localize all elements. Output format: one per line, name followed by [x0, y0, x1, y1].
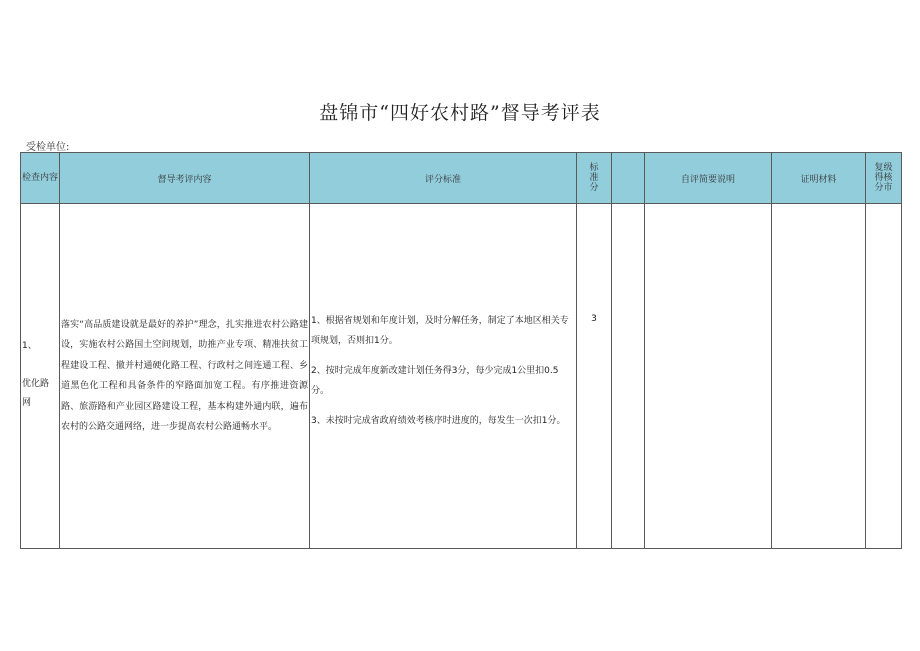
header-check-item-label: 检查内容: [22, 173, 59, 183]
row-criteria-cell: [310, 204, 577, 549]
evaluation-table: [20, 152, 902, 549]
header-standard-score-label: 标准分: [589, 163, 599, 193]
row-number: 1、: [22, 341, 37, 351]
header-evidence: [772, 153, 866, 204]
table-header-row: [21, 153, 902, 204]
header-check-item: [21, 153, 60, 204]
header-content-label: 督导考评内容: [157, 174, 212, 185]
header-evidence-label: 证明材料: [800, 174, 837, 185]
header-review-score-label: 复级得核分市: [874, 163, 893, 193]
header-self-eval: [645, 153, 772, 204]
inspected-unit-label: 受检单位:: [26, 142, 70, 153]
table-row: [21, 204, 902, 549]
header-content: [60, 153, 310, 204]
row-content-text: 落实“高品质建设就是最好的养护”理念，扎实推进农村公路建设，实施农村公路国土空间规划，助推产业专项、精准扶贫工程建设工程、撤并村通硬化路工程、行政村之间连通工程、乡道黑色化工程和具备条件的窄路面加宽工程。有序推进资源路、旅游路和产业园区路建设工程，基本构建外通内联，遍布农村的公路交通网络，进一步提高农村公路通畅水平。: [61, 319, 308, 432]
row-item-cell: [21, 204, 60, 549]
header-criteria-label: 评分标准: [424, 174, 461, 185]
header-review-score: [866, 153, 902, 204]
row-evidence-cell[interactable]: [772, 204, 866, 549]
criteria-item-3: 3、未按时完成省政府绩效考核序时进度的，每发生一次扣1分。: [311, 416, 566, 426]
row-item-name: 优化路网: [22, 379, 50, 408]
criteria-item-1: 1、根据省规划和年度计划，及时分解任务，制定了本地区相关专项规划，否则扣1分。: [311, 316, 569, 346]
row-review-score-cell[interactable]: [866, 204, 902, 549]
row-standard-score: [577, 204, 612, 549]
document-title: 盘锦市“四好农村路”督导考评表: [319, 102, 601, 124]
criteria-item-2: 2、按时完成年度新改建计划任务得3分，每少完成1公里扣0.5分。: [311, 366, 559, 396]
row-content-cell: [60, 204, 310, 549]
header-standard-score: [577, 153, 612, 204]
row-blank-cell[interactable]: [612, 204, 645, 549]
row-standard-score-value: 3: [591, 314, 597, 324]
header-self-eval-label: 自评简要说明: [680, 174, 735, 185]
header-criteria: [310, 153, 577, 204]
header-blank: [612, 153, 645, 204]
row-self-eval-cell[interactable]: [645, 204, 772, 549]
